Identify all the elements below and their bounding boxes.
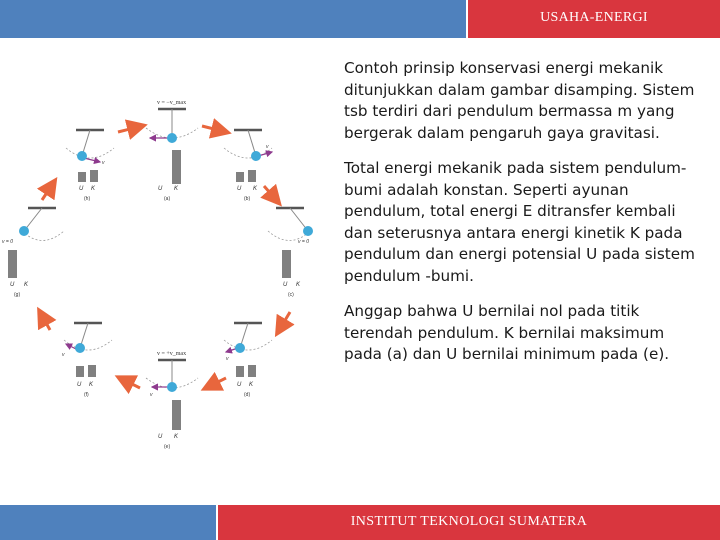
energy-bar-u	[236, 366, 244, 377]
k-label: K	[296, 282, 301, 288]
paragraph-conservation: Total energi mekanik pada sistem pendulum-bumi adalah konstan. Seperti ayunan pendulum, total energi E ditransfer kembali dan seterusnya antara energi kinetik K pada pendulum dan energi potensial U pada sistem pendulum -bumi.	[344, 159, 695, 285]
energy-bar-k	[248, 365, 256, 377]
cycle-arrow	[118, 126, 142, 132]
energy-bar-u	[78, 172, 86, 182]
arc	[224, 340, 272, 350]
velocity-zero-label: v = 0	[2, 239, 13, 245]
u-label: U	[237, 382, 242, 388]
pendulum-panel-f	[62, 323, 112, 398]
energy-bar-k	[172, 400, 181, 430]
energy-bar-k	[88, 365, 96, 377]
energy-bar-u	[282, 250, 291, 278]
k-label: K	[91, 186, 96, 192]
arc	[66, 148, 114, 158]
velocity-arrow	[84, 158, 100, 162]
cycle-arrow	[40, 312, 50, 330]
k-label: K	[253, 186, 258, 192]
u-label: U	[77, 382, 82, 388]
u-label: U	[79, 186, 84, 192]
u-label: U	[158, 434, 163, 440]
pendulum-energy-figure	[0, 90, 330, 460]
energy-bar-k	[172, 150, 181, 184]
pendulum-bob	[167, 133, 177, 143]
pendulum-panel-c	[268, 208, 313, 298]
arc	[224, 148, 272, 158]
pendulum-bob	[303, 226, 313, 236]
panel-label-a: (a)	[164, 196, 171, 202]
panel-label-b: (b)	[244, 196, 251, 202]
energy-bar-u	[236, 172, 244, 182]
panel-label-c: (c)	[288, 292, 294, 298]
formula-bottom: v = +v_max	[157, 351, 187, 357]
k-label: K	[249, 382, 254, 388]
panel-label-f: (f)	[84, 392, 89, 398]
panel-label-d: (d)	[244, 392, 251, 398]
pendulum-panel-b	[224, 130, 272, 202]
pendulum-panel-a	[146, 100, 198, 202]
pendulum-panel-g	[2, 208, 64, 298]
cycle-arrow	[120, 378, 140, 388]
energy-bar-u	[8, 250, 17, 278]
k-label: K	[174, 434, 179, 440]
footer-institution: INSTITUT TEKNOLOGI SUMATERA	[350, 514, 588, 529]
arc	[64, 340, 112, 350]
k-label: K	[89, 382, 94, 388]
cycle-arrow	[206, 378, 226, 388]
velocity-label: v	[150, 392, 153, 398]
panel-label-e: (e)	[164, 444, 171, 450]
pendulum-panel-e	[146, 351, 198, 450]
footer-blue-block	[0, 505, 216, 540]
k-label: K	[24, 282, 29, 288]
velocity-label: v	[266, 144, 269, 150]
pendulum-panel-d	[224, 323, 272, 398]
cycle-arrow	[42, 182, 54, 200]
paragraph-assumption: Anggap bahwa U bernilai nol pada titik terendah pendulum. K bernilai maksimum pada (a) dan U bernilai minimum pada (e).	[344, 302, 670, 363]
pendulum-bob	[235, 343, 245, 353]
cycle-arrow	[278, 312, 290, 332]
header-bar	[0, 0, 720, 38]
header-title: USAHA-ENERGI	[468, 0, 720, 38]
paragraph-intro: Contoh prinsip konservasi energi mekanik ditunjukkan dalam gambar disamping. Sistem tsb terdiri dari pendulum bermassa m yang bergerak dalam pengaruh gaya gravitasi.	[344, 59, 695, 142]
velocity-label: v	[102, 160, 105, 166]
footer-bar	[0, 502, 720, 540]
velocity-zero-label: v = 0	[298, 239, 309, 245]
energy-bar-u	[76, 366, 84, 377]
energy-bar-k	[248, 170, 256, 182]
velocity-label: v	[226, 356, 229, 362]
panel-label-h: (h)	[84, 196, 91, 202]
u-label: U	[283, 282, 288, 288]
u-label: U	[237, 186, 242, 192]
cycle-arrow	[202, 126, 226, 132]
panel-label-g: (g)	[14, 292, 21, 298]
velocity-label: v	[62, 352, 65, 358]
cycle-arrow	[264, 186, 278, 202]
k-label: K	[174, 186, 179, 192]
body-text	[344, 58, 700, 380]
pendulum-bob	[77, 151, 87, 161]
header-blue-block	[0, 0, 466, 38]
energy-bar-k	[90, 170, 98, 182]
pendulum-bob	[167, 382, 177, 392]
u-label: U	[10, 282, 15, 288]
pendulum-bob	[251, 151, 261, 161]
formula-top: v = −v_max	[157, 100, 187, 106]
u-label: U	[158, 186, 163, 192]
pendulum-bob	[19, 226, 29, 236]
pendulum-bob	[75, 343, 85, 353]
pendulum-panel-h	[66, 130, 114, 202]
